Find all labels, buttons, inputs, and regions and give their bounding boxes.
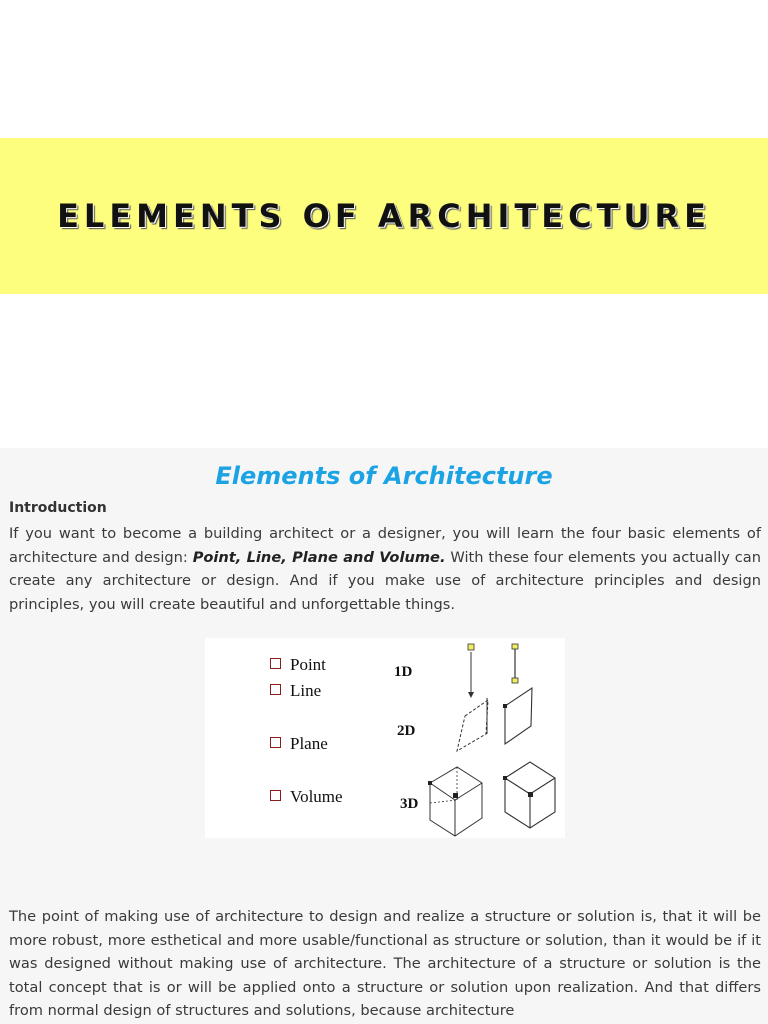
list-item-volume — [270, 787, 343, 807]
cube-dashed-icon — [428, 767, 482, 836]
list-item-label: Line — [290, 681, 322, 700]
intro-paragraph — [9, 522, 761, 616]
list-item-plane — [270, 734, 328, 754]
checkbox-bullet-icon — [270, 658, 281, 669]
point-to-line-icon — [468, 644, 474, 698]
list-item-label: Volume — [290, 787, 343, 806]
cube-solid-icon — [503, 762, 555, 828]
checkbox-bullet-icon — [270, 737, 281, 748]
intro-text-end: With these four elements you actually can create any architecture or design. And if you make use of architecture principles and design principles, you will create beautiful and unforgettable things. — [9, 548, 761, 613]
plane-solid-icon — [503, 688, 532, 744]
intro-text-start: If you want to become a building architect or a designer, you will learn the four basic elements of architecture and design: — [9, 525, 761, 566]
dimension-label-3d: 3D — [400, 796, 419, 812]
section-title: Elements of Architecture — [215, 462, 553, 490]
plane-dashed-icon — [457, 698, 488, 751]
intro-heading: Introduction — [9, 500, 107, 516]
line-segment-icon — [512, 644, 518, 683]
checkbox-bullet-icon — [270, 684, 281, 695]
list-item-line — [270, 681, 321, 701]
checkbox-bullet-icon — [270, 790, 281, 801]
dimension-label-1d: 1D — [394, 664, 413, 680]
list-item-label: Plane — [290, 734, 328, 753]
body-paragraph: The point of making use of architecture to design and realize a structure or solution is, that it will be more robust, more esthetical and more usable/functional as structure or solution, than it would be if it was designed without making use of architecture. The architecture of a structure or solution is the total concept that is or will be applied onto a structure or solution upon realization. And that differs from normal design of structures and solutions, because architecture — [9, 908, 761, 1020]
dimension-label-2d: 2D — [397, 723, 416, 739]
list-item-label: Point — [290, 655, 326, 674]
intro-emphasis: Point, Line, Plane and Volume. — [192, 548, 446, 566]
list-item-point — [270, 655, 326, 675]
point-line-plane-volume-diagram — [415, 640, 565, 840]
banner-title: ELEMENTS OF ARCHITECTURE — [57, 197, 711, 235]
